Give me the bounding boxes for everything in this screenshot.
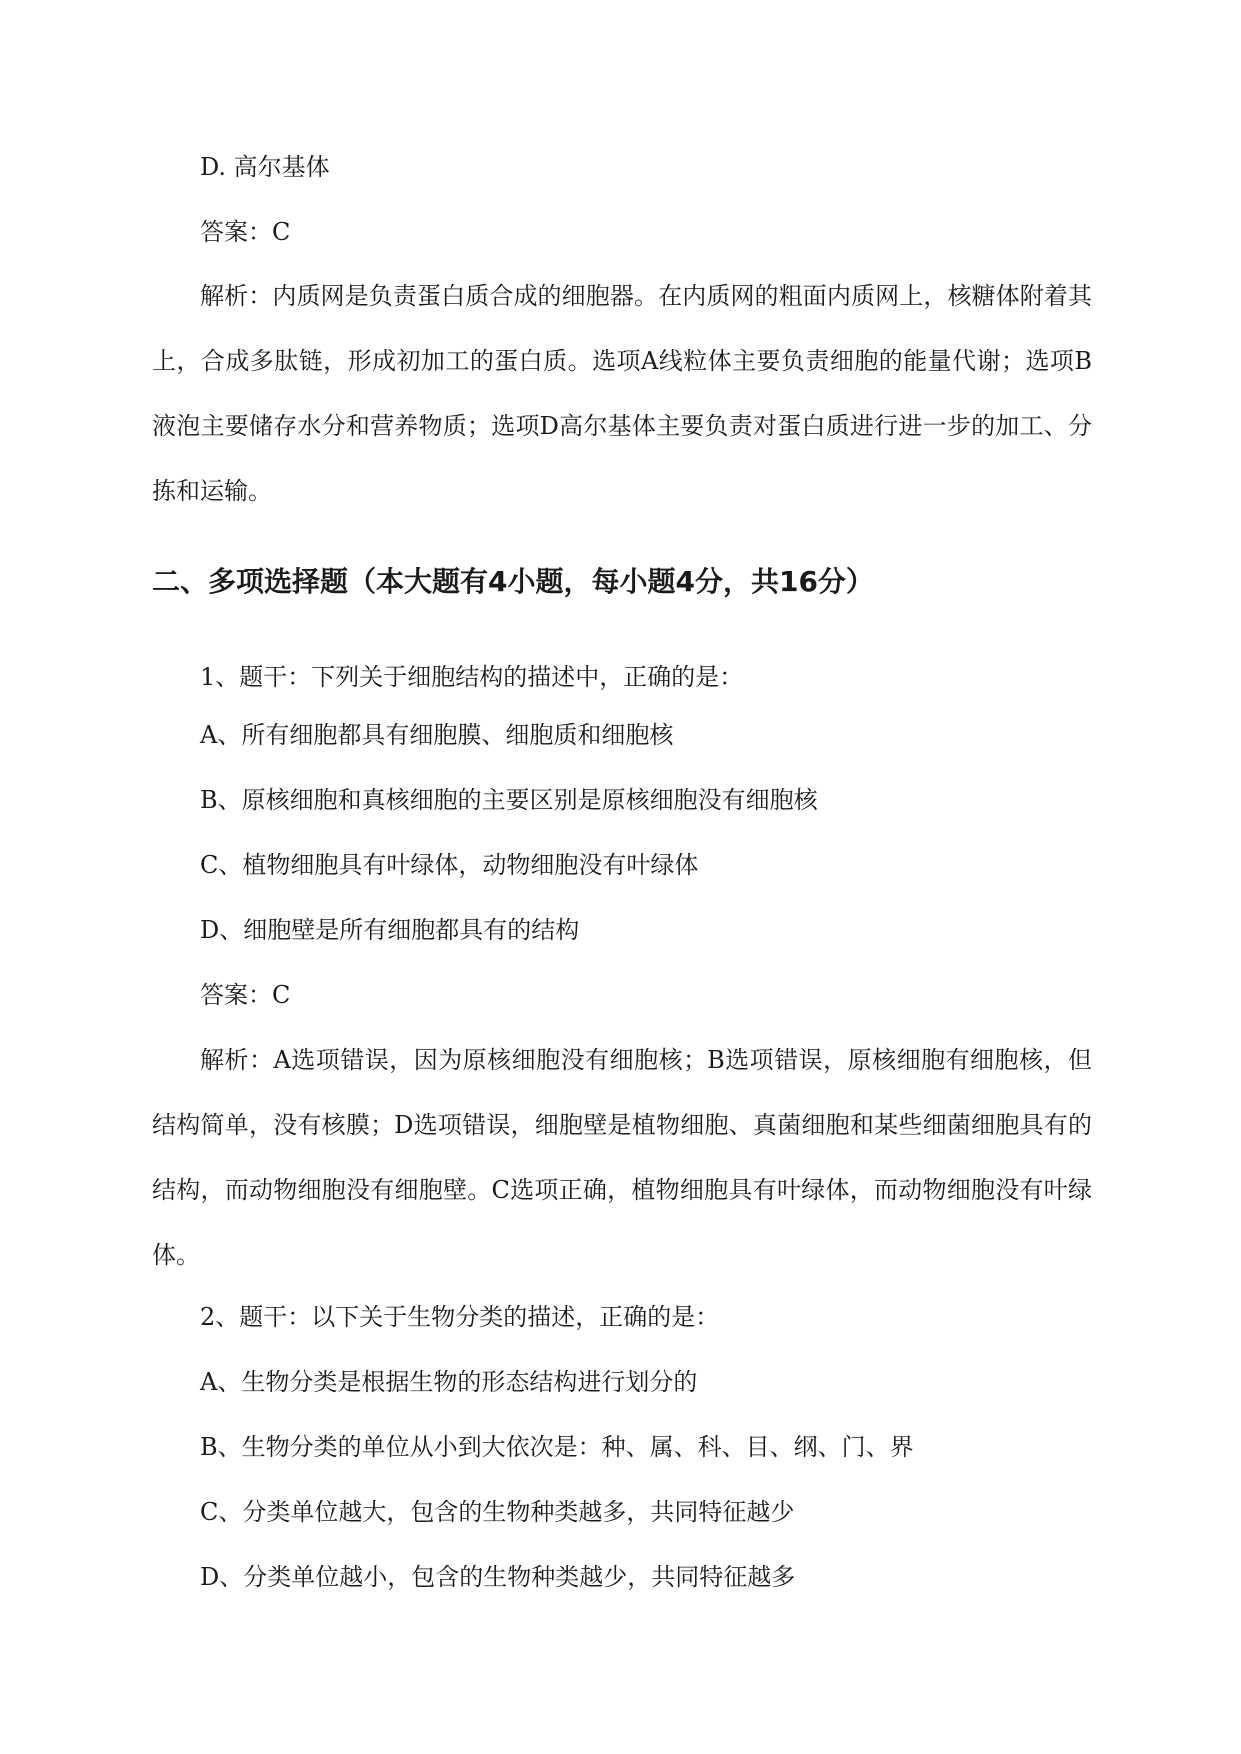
option-b: B、原核细胞和真核细胞的主要区别是原核细胞没有细胞核 [200, 786, 818, 814]
option-c: C、分类单位越大，包含的生物种类越多，共同特征越少 [200, 1498, 795, 1526]
section-heading: 二、多项选择题（本大题有4小题，每小题4分，共16分） [152, 565, 874, 598]
option-a: A、所有细胞都具有细胞膜、细胞质和细胞核 [200, 721, 674, 749]
question-stem: 1、题干：下列关于细胞结构的描述中，正确的是： [200, 663, 744, 691]
option-a: A、生物分类是根据生物的形态结构进行划分的 [200, 1368, 698, 1396]
analysis: 解析：A选项错误，因为原核细胞没有细胞核；B选项错误，原核细胞有细胞核，但结构简单，没有核膜；D选项错误，细胞壁是植物细胞、真菌细胞和某些细菌细胞具有的结构，而动物细胞没有细胞壁。C选项正确，植物细胞具有叶绿体，而动物细胞没有叶绿体。 [152, 1046, 1092, 1269]
prev-option-d: D. 高尔基体 [200, 153, 330, 181]
prev-analysis: 解析：内质网是负责蛋白质合成的细胞器。在内质网的粗面内质网上，核糖体附着其上，合成多肽链，形成初加工的蛋白质。选项A线粒体主要负责细胞的能量代谢；选项B液泡主要储存水分和营养物质；选项D高尔基体主要负责对蛋白质进行进一步的加工、分拣和运输。 [152, 282, 1092, 505]
option-d: D、细胞壁是所有细胞都具有的结构 [200, 916, 580, 944]
prev-answer: 答案：C [200, 218, 291, 246]
answer: 答案：C [200, 981, 291, 1009]
option-c: C、植物细胞具有叶绿体，动物细胞没有叶绿体 [200, 851, 699, 879]
option-b: B、生物分类的单位从小到大依次是：种、属、科、目、纲、门、界 [200, 1433, 914, 1461]
question-stem: 2、题干：以下关于生物分类的描述，正确的是： [200, 1303, 720, 1331]
option-d: D、分类单位越小，包含的生物种类越少，共同特征越多 [200, 1563, 796, 1591]
